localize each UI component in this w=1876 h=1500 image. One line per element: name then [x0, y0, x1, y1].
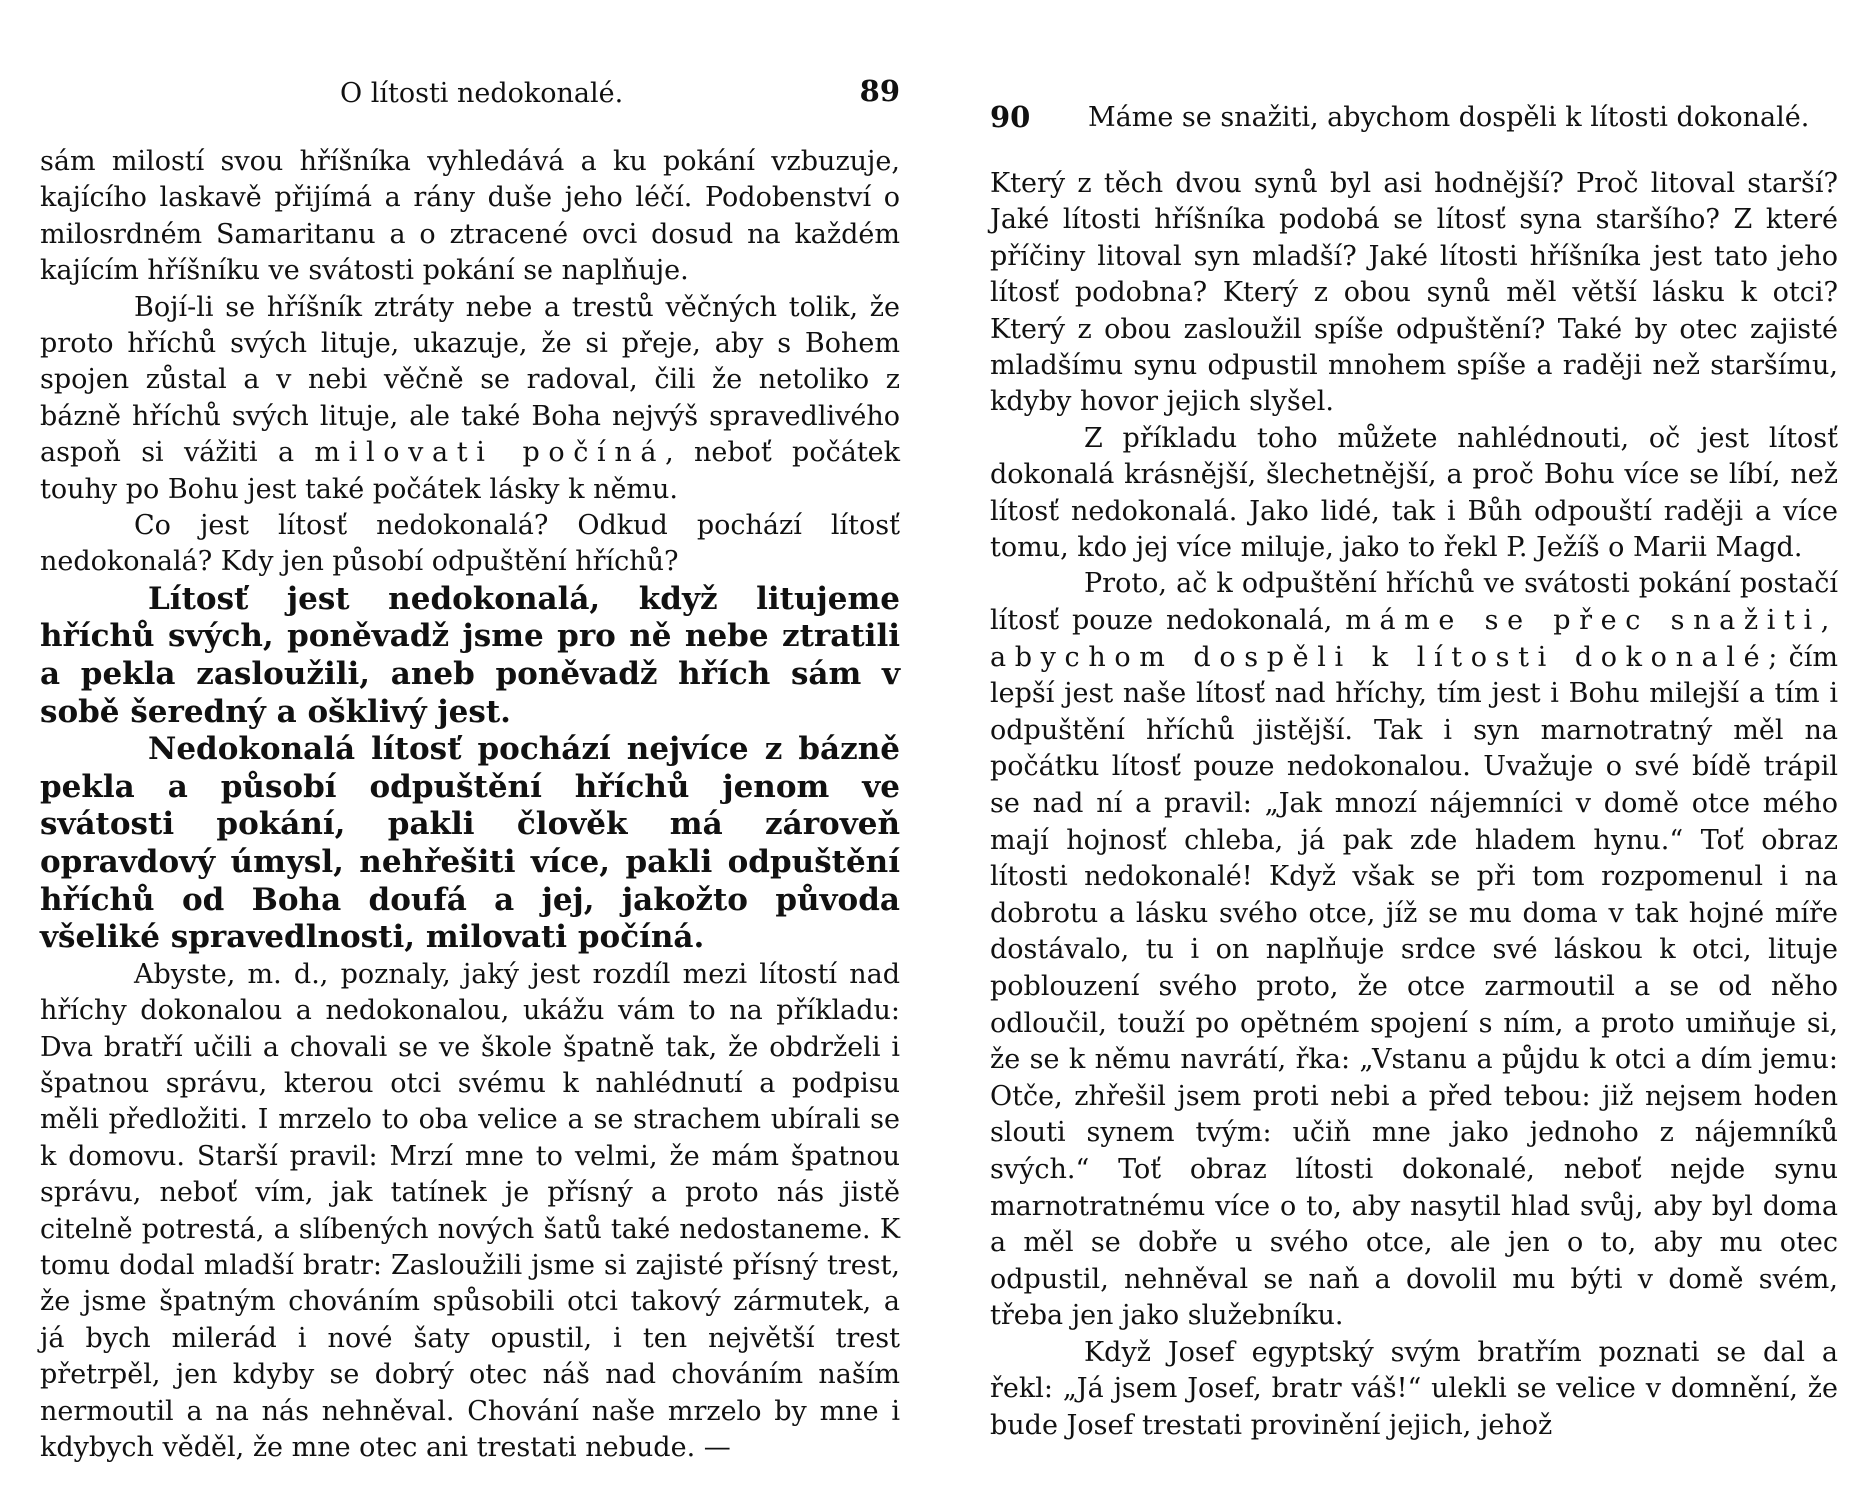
right-page [990, 0, 1838, 1444]
left-running-head [40, 72, 900, 124]
emphasized-text: máme se přec snažiti, abychom dospěli k lítosti dokonalé [990, 605, 1838, 673]
left-page-number: 89 [859, 74, 900, 108]
paragraph-text: , neboť počátek touhy po Bohu jest také počátek lásky k němu. [40, 437, 901, 505]
right-page-number: 90 [990, 100, 1031, 134]
paragraph-text: Proto, ač k odpuštění hříchů ve svátosti pokání postačí lítosť pouze nedokonalá, [990, 568, 1838, 637]
paragraph-text: Bojí-li se hříšník ztráty nebe a trestů věčných tolik, že proto hříchů svých lituje, ukazuje, že si přeje, aby s Bohem spojen zůstal a v nebi věčně se radoval, čili že netoliko z bázně hříchů svých lituje, ale také Boha nejvýš spravedlivého aspoň si vážiti a [40, 291, 900, 469]
bold-answer-paragraph: Nedokonalá lítosť pochází nejvíce z bázně pekla a působí odpuštění hříchů jenom ve svátosti pokání, pakli člověk má zároveň opravdový úmysl, nehřešiti více, pakli odpuštění hříchů od Boha doufá a jej, jakožto původa všeliké spravedlnosti, milovati počíná. [40, 731, 900, 956]
paragraph: Abyste, m. d., poznaly, jaký jest rozdíl mezi lítostí nad hříchy dokonalou a nedokonalou, ukážu vám to na příkladu: Dva bratří učili a chovali se ve škole špatně tak, že obdrželi i špatnou správu, kterou otci svému k nahlédnutí a podpisu měli předložiti. I mrzelo to oba velice a se strachem ubírali se k domovu. Starší pravil: Mrzí mne to velmi, že mám špatnou správu, neboť vím, jak tatínek je přísný a proto nás jistě citelně potrestá, a slíbených nových šatů také nedostaneme. K tomu dodal mladší bratr: Zasloužili jsme si zajisté přísný trest, že jsme špatným chováním spůsobili otci takový zármutek, a já bych milerád i nové šaty opustil, i ten největší trest přetrpěl, jen kdyby se dobrý otec náš nad chováním naším nermoutil a na nás nehněval. Chování naše mrzelo by mne i kdybych věděl, že mne otec ani trestati nebude. — [40, 958, 900, 1464]
left-page [40, 0, 900, 1467]
left-page-body [40, 144, 900, 1467]
paragraph: Když Josef egyptský svým bratřím poznati se dal a řekl: „Já jsem Josef, bratr váš!“ ulekli se velice v domnění, že bude Josef trestati provinění jejich, jehož [990, 1336, 1838, 1441]
right-running-head [990, 72, 1838, 134]
paragraph: sám milostí svou hříšníka vyhledává a ku pokání vzbuzuje, kajícího laskavě přijímá a rány duše jeho léčí. Podobenství o milosrdném Samaritanu a o ztracené ovci dosud na každém kajícím hříšníku ve svátosti pokání se naplňuje. [40, 146, 900, 287]
bold-answer-paragraph: Lítosť jest nedokonalá, když litujeme hříchů svých, poněvadž jsme pro ně nebe ztratili a pekla zasloužili, aneb poněvadž hřích sám v sobě šeredný a ošklivý jest. [40, 580, 900, 730]
right-page-body [990, 166, 1838, 1444]
right-header-title: Máme se snažiti, abychom dospěli k lítosti dokonalé. [1088, 102, 1810, 133]
paragraph [990, 566, 1838, 1334]
paragraph: Z příkladu toho můžete nahlédnouti, oč jest lítosť dokonalá krásnější, šlechetnější, a proč Bohu více se líbí, než lítosť nedokonalá. Jako lidé, tak i Bůh odpouští raději a více tomu, kdo jej více miluje, jako to řekl P. Ježíš o Marii Magd. [990, 422, 1838, 564]
paragraph: Který z těch dvou synů byl asi hodnější? Proč litoval starší? Jaké lítosti hříšníka podobá se lítosť syna staršího? Z které příčiny litoval syn mladší? Jaké lítosti hříšníka jest tato jeho lítosť podobna? Který z obou synů měl větší lásku k otci? Který z obou zasloužil spíše odpuštění? Také by otec zajisté mladšímu synu odpustil mnohem spíše a raději než staršímu, kdyby hovor jejich slyšel. [990, 168, 1838, 418]
emphasized-text: milovati počíná [314, 437, 666, 469]
question-paragraph: Co jest lítosť nedokonalá? Odkud pochází lítosť nedokonalá? Kdy jen působí odpuštění hříchů? [40, 510, 900, 578]
left-header-title: O lítosti nedokonalé. [340, 78, 624, 109]
paragraph-text: ; čím lepší jest naše lítosť nad hříchy, tím jest i Bohu milejší a tím i odpuštění hříchů jistější. Tak i syn marnotratný měl na počátku lítosť pouze nedokonalou. Uvažuje o své bídě trápil se nad ní a pravil: „Jak mnozí nájemníci v domě otce mého mají hojnosť chleba, já pak zde hladem hynu.“ Toť obraz lítosti nedokonalé! Když však se při tom rozpomenul i na dobrotu a lásku svého otce, jíž se mu doma v tak hojné míře dostávalo, tu i on naplňuje srdce své láskou k otci, lituje poblouzení svého proto, že otce zarmoutil a se od něho odloučil, touží po opětném spojení s ním, a proto umiňuje si, že se k němu navrátí, řka: „Vstanu a půjdu k otci a dím jemu: Otče, zhřešil jsem proti nebi a před tebou: již nejsem hoden slouti synem tvým: učiň mne jako jednoho z nájemníků svých.“ Toť obraz lítosti dokonalé, neboť nejde synu marnotratnému více o to, aby nasytil hlad svůj, aby byl doma a měl se dobře u svého otce, ale jen o to, aby mu otec odpustil, nehněval se naň a dovolil mu býti v domě svém, třeba jen jako služebníku. [990, 641, 1838, 1332]
paragraph [40, 290, 900, 508]
